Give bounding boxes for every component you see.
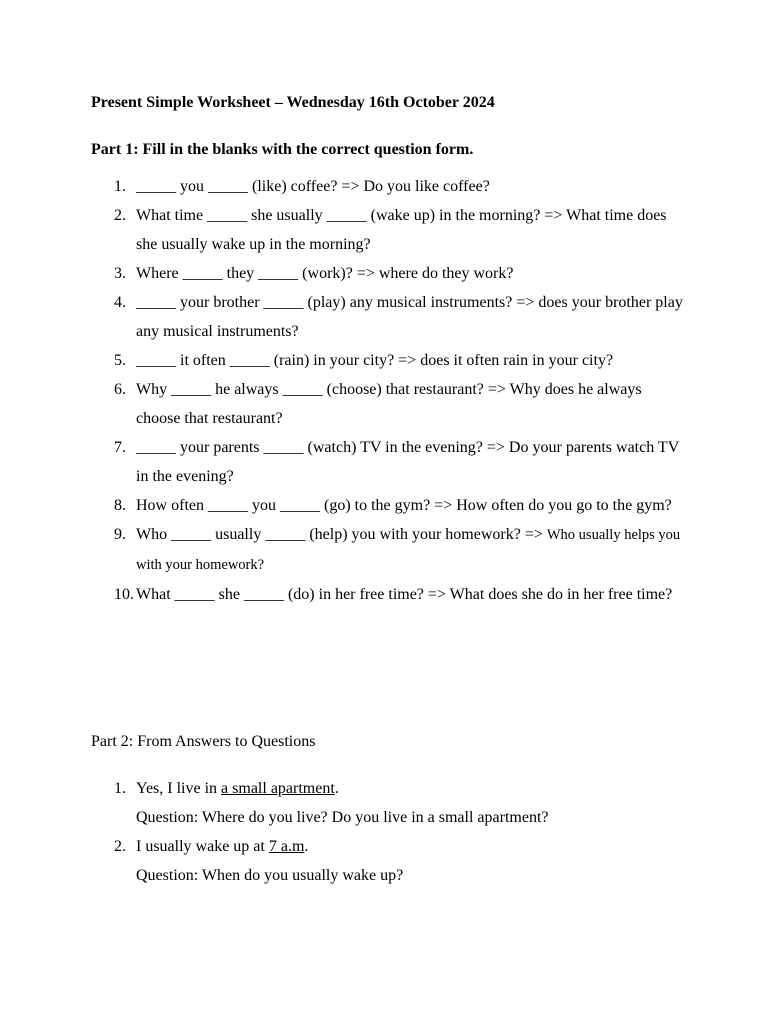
part2-list (0, 774, 768, 890)
item-question: Who _____ usually _____ (help) you with your homework? => (136, 526, 547, 543)
answer-text: I usually wake up at (136, 838, 269, 855)
item-number: 6. (114, 381, 126, 398)
list-item (0, 520, 684, 580)
list-item (0, 580, 684, 609)
part1-heading: Part 1: Fill in the blanks with the correct question form. (91, 141, 474, 158)
answer-punctuation: . (304, 838, 309, 855)
item-number: 1. (114, 178, 126, 195)
item-text: What _____ she _____ (do) in her free time? => What does she do in her free time? (136, 586, 673, 603)
list-item (0, 172, 684, 201)
list-item (0, 774, 684, 832)
item-number: 10. (114, 586, 134, 603)
list-item (0, 201, 684, 259)
list-item (0, 491, 684, 520)
underlined-answer: 7 a.m (268, 838, 305, 855)
list-item (0, 375, 684, 433)
item-text: _____ it often _____ (rain) in your city? => does it often rain in your city? (136, 352, 614, 369)
item-number: 1. (114, 780, 126, 797)
part2-heading: Part 2: From Answers to Questions (91, 733, 316, 750)
answer-text: Yes, I live in (136, 780, 222, 797)
item-answer: Who usually helps you with your homework? (136, 527, 681, 573)
answer-sentence (136, 832, 684, 861)
item-text: Where _____ they _____ (work)? => where do they work? (136, 265, 514, 282)
question-line: Question: When do you usually wake up? (136, 867, 404, 884)
item-number: 9. (114, 526, 126, 543)
item-number: 2. (114, 207, 126, 224)
item-number: 5. (114, 352, 126, 369)
part1-list (0, 172, 768, 609)
list-item (0, 346, 684, 375)
item-number: 7. (114, 439, 126, 456)
item-text: _____ your parents _____ (watch) TV in the evening? => Do your parents watch TV in the evening? (136, 439, 679, 485)
item-text: What time _____ she usually _____ (wake up) in the morning? => What time does she usually wake up in the morning? (136, 207, 667, 253)
item-text: How often _____ you _____ (go) to the gym? => How often do you go to the gym? (136, 497, 672, 514)
question-line: Question: Where do you live? Do you live in a small apartment? (136, 809, 549, 826)
item-number: 3. (114, 265, 126, 282)
list-item (0, 259, 684, 288)
item-text: _____ your brother _____ (play) any musical instruments? => does your brother play any musical instruments? (136, 294, 683, 340)
item-text: _____ you _____ (like) coffee? => Do you like coffee? (136, 178, 490, 195)
underlined-answer: a small apartment (221, 780, 335, 797)
item-number: 8. (114, 497, 126, 514)
list-item (0, 288, 684, 346)
answer-punctuation: . (334, 780, 339, 797)
worksheet-title: Present Simple Worksheet – Wednesday 16th October 2024 (91, 94, 495, 111)
item-number: 4. (114, 294, 126, 311)
item-text: Why _____ he always _____ (choose) that restaurant? => Why does he always choose that restaurant? (136, 381, 642, 427)
list-item (0, 832, 684, 890)
answer-sentence (136, 774, 684, 803)
list-item (0, 433, 684, 491)
item-number: 2. (114, 838, 126, 855)
